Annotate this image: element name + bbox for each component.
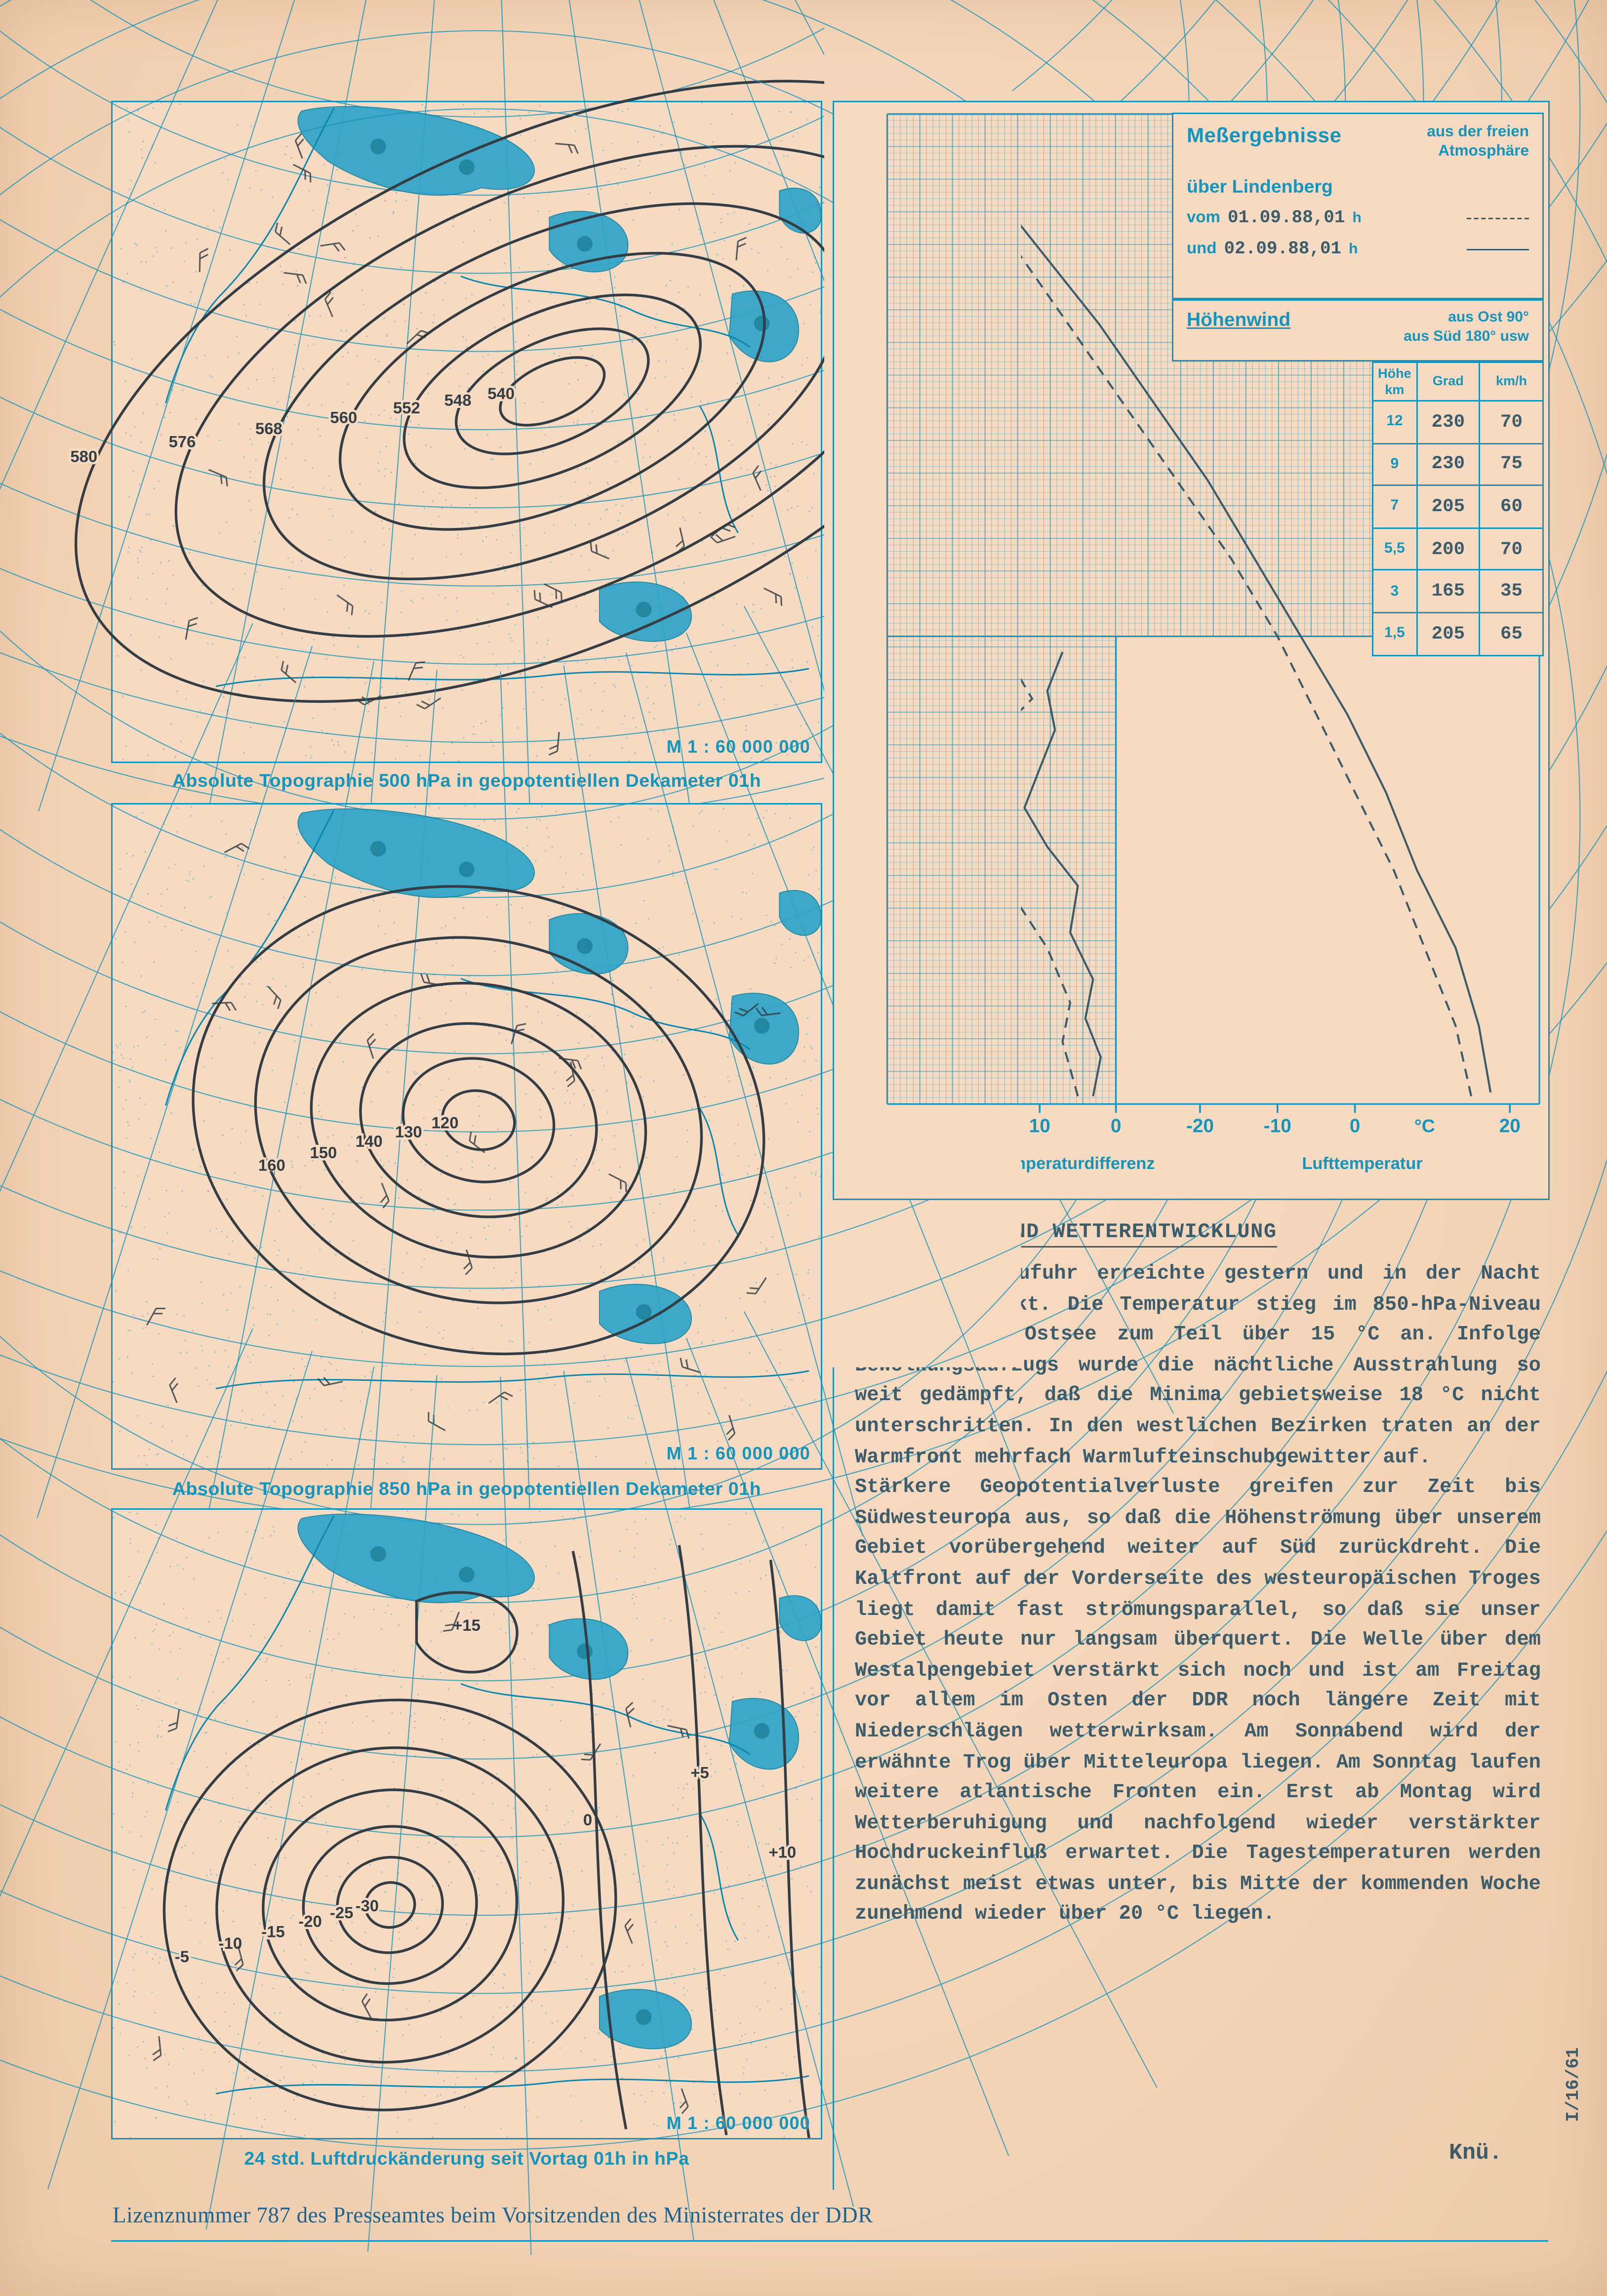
sea-areas	[298, 1514, 821, 2049]
wind-speed-cell: 35	[1480, 570, 1543, 613]
map-scale-label: M 1 : 60 000 000	[666, 2113, 810, 2134]
svg-text:120: 120	[431, 1113, 459, 1132]
svg-text:-15: -15	[261, 1922, 285, 1941]
map-frame-pressure-change	[111, 1508, 822, 2139]
wind-table-row	[1373, 485, 1543, 528]
bottom-rule	[111, 2240, 1548, 2242]
wind-note-east: aus Ost 90°	[1448, 310, 1529, 326]
svg-text:10: 10	[1029, 1115, 1050, 1137]
svg-text:568: 568	[255, 419, 282, 438]
svg-text:-30: -30	[355, 1896, 379, 1915]
date1-value: 01.09.88,01	[1227, 207, 1345, 229]
report-signature: Knü.	[1448, 2141, 1502, 2166]
wind-height-cell: 1,5	[1373, 612, 1417, 655]
wind-height-cell: 5,5	[1373, 528, 1417, 570]
svg-text:160: 160	[258, 1156, 285, 1174]
svg-text:0: 0	[1110, 1115, 1122, 1137]
svg-text:20: 20	[1499, 1115, 1521, 1137]
report-heading: WETTERLAGE UND WETTERENTWICKLUNG	[855, 1221, 1277, 1248]
contour-labels	[258, 1114, 459, 1174]
svg-text:-10: -10	[1263, 1115, 1291, 1137]
svg-text:-20: -20	[298, 1912, 322, 1931]
report-paragraph-2: Stärkere Geopotentialverluste greifen zur Zeit bis Südwesteuropa aus, so daß die Höhenströmung über unserem Gebiet vorübergehend weiter auf Süd zurückdreht. Die Kaltfront auf der Vorderseite des westeuropäischen Troges liegt damit fast strömungsparallel, so daß sie unser Gebiet heute nur langsam überquert. Die Welle über dem Westalpengebiet verstärkt sich noch und ist am Freitag vor allem im Osten der DDR noch längere Zeit mit Niederschlägen wetterwirksam. Am Sonnabend wird der erwähnte Trog über Mitteleuropa liegen. Am Sonntag laufen weitere atlantische Fronten ein. Erst ab Montag wird Wetterberuhigung und nachfolgend wieder verstärkter Hochdruckeinfluß erwartet. Die Tagestemperaturen werden zunächst meist etwas unter, bis Mitte der kommenden Woche zunehmend wieder über 20 °C liegen.	[855, 1477, 1541, 1927]
svg-text:576: 576	[168, 432, 196, 451]
sounding-panel	[833, 101, 1550, 1200]
wind-direction-cell: 165	[1416, 570, 1480, 613]
svg-text:Lufttemperatur: Lufttemperatur	[1302, 1154, 1423, 1173]
legend-title-right: aus der freien Atmosphäre	[1427, 123, 1529, 160]
contour-labels	[70, 384, 515, 466]
map-850hpa-svg	[113, 805, 821, 1468]
report-paragraph-1: Die Warmluftzufuhr erreichte gestern und in der Nacht ihren Höhepunkt. Die Temperatur stieg im 850-hPa-Niveau bis hin zur Ostsee zum Teil über 15 °C an. Infolge Bewölkungsaufzugs wurde die nächtliche Ausstrahlung so weit gedämpft, daß die Minima gebietsweise 18 °C nicht unterschritten. In den westlichen Bezirken traten an der Warmfront mehrfach Warmlufteinschubgewitter auf.	[855, 1264, 1541, 1469]
map-frame-500hpa	[70, 101, 822, 763]
svg-text:580: 580	[70, 447, 98, 466]
legend-date-2	[1187, 239, 1529, 260]
wind-table-row	[1373, 570, 1543, 613]
svg-text:5: 5	[863, 704, 874, 725]
measurement-legend	[1172, 113, 1544, 299]
wind-title: Höhenwind	[1187, 308, 1291, 330]
wind-note-south: aus Süd 180° usw	[1404, 329, 1529, 345]
wind-direction-cell: 200	[1416, 528, 1480, 570]
svg-text:2: 2	[863, 938, 874, 960]
legend-date-1	[1187, 208, 1529, 229]
wind-table-col-header: Grad	[1416, 363, 1480, 401]
svg-text:-5: -5	[174, 1947, 190, 1966]
svg-text:+10: +10	[768, 1843, 797, 1861]
dashed-line-sample	[1467, 217, 1529, 219]
map-caption-850hpa: Absolute Topographie 850 hPa in geopotentiellen Dekameter 01h	[172, 1479, 762, 1499]
svg-text:K: K	[957, 1115, 970, 1136]
map-scale-label: M 1 : 60 000 000	[666, 736, 810, 757]
land-stipple	[112, 101, 822, 761]
svg-text:140: 140	[355, 1132, 383, 1151]
svg-text:°C: °C	[1414, 1115, 1435, 1136]
wind-direction-cell: 230	[1416, 443, 1480, 485]
map-caption-pressure-change: 24 std. Luftdruckänderung seit Vortag 01h in hPa	[244, 2148, 689, 2169]
wind-legend	[1172, 299, 1544, 362]
solid-line-sample	[1467, 248, 1529, 250]
svg-text:+15: +15	[453, 1615, 481, 1634]
svg-text:150: 150	[310, 1143, 337, 1162]
wind-speed-cell: 70	[1480, 528, 1543, 570]
wind-direction-cell: 230	[1416, 401, 1480, 443]
map-pressure-change-svg	[113, 1510, 821, 2138]
wind-direction-cell: 205	[1416, 612, 1480, 655]
date1-unit: h	[1352, 210, 1362, 227]
wind-speed-cell: 60	[1480, 485, 1543, 528]
svg-text:548: 548	[444, 391, 472, 409]
wind-height-cell: 3	[1373, 570, 1417, 613]
wind-table-row	[1373, 612, 1543, 655]
wind-direction-cell: 205	[1416, 485, 1480, 528]
map-scale-label: M 1 : 60 000 000	[666, 1443, 810, 1464]
wind-speed-cell: 70	[1480, 401, 1543, 443]
station-name: über Lindenberg	[1187, 176, 1333, 198]
svg-text:30: 30	[876, 1115, 898, 1137]
sea-areas	[298, 809, 821, 1344]
wind-barbs	[186, 133, 785, 756]
svg-text:552: 552	[393, 398, 420, 417]
map-500hpa-svg	[70, 102, 821, 762]
date2-value: 02.09.88,01	[1224, 239, 1342, 260]
svg-text:7: 7	[863, 548, 874, 570]
wind-table-row	[1373, 401, 1543, 443]
map-frame-850hpa	[111, 803, 822, 1470]
license-line: Lizenznummer 787 des Presseamtes beim Vorsitzenden des Ministerrates der DDR	[113, 2205, 873, 2228]
wind-height-cell: 9	[1373, 443, 1417, 485]
wind-notes	[1404, 308, 1529, 353]
wind-table	[1372, 362, 1544, 656]
svg-text:0: 0	[1349, 1115, 1361, 1137]
svg-text:Höhe: Höhe	[837, 1052, 856, 1095]
wind-height-cell: 7	[1373, 485, 1417, 528]
svg-text:Taupunkttemperaturdifferenz: Taupunkttemperaturdifferenz	[920, 1154, 1155, 1173]
svg-text:-10: -10	[218, 1934, 242, 1953]
svg-text:+5: +5	[690, 1763, 709, 1782]
weather-report	[833, 1212, 1550, 2190]
svg-text:12: 12	[852, 158, 874, 180]
land-stipple	[112, 805, 821, 1469]
wind-speed-cell: 65	[1480, 612, 1543, 655]
sea-areas	[298, 107, 821, 642]
svg-text:560: 560	[330, 408, 358, 427]
side-code: I/16/61	[1563, 2047, 1584, 2122]
svg-text:3: 3	[863, 860, 874, 882]
wind-barbs	[151, 1609, 690, 2113]
map-caption-500hpa: Absolute Topographie 500 hPa in geopotentiellen Dekameter 01h	[172, 770, 762, 791]
svg-text:km: km	[848, 236, 876, 257]
wind-height-cell: 12	[1373, 401, 1417, 443]
svg-text:0: 0	[583, 1810, 593, 1829]
svg-text:10: 10	[852, 314, 874, 336]
svg-text:8: 8	[863, 470, 874, 492]
wind-table-head	[1373, 363, 1543, 401]
svg-text:9: 9	[863, 392, 874, 414]
wind-table-body	[1373, 401, 1543, 655]
wind-table-row	[1373, 528, 1543, 570]
wind-table-col-header: km/h	[1480, 363, 1543, 401]
svg-text:-20: -20	[1186, 1115, 1214, 1137]
date2-unit: h	[1349, 241, 1358, 258]
legend-title: Meßergebnisse	[1187, 123, 1342, 147]
svg-text:1: 1	[863, 1016, 874, 1038]
svg-text:540: 540	[487, 384, 515, 403]
svg-text:6: 6	[863, 626, 874, 647]
svg-text:4: 4	[863, 782, 874, 804]
date2-prefix: und	[1187, 240, 1217, 258]
wind-speed-cell: 75	[1480, 443, 1543, 485]
svg-text:130: 130	[395, 1122, 422, 1141]
svg-text:-25: -25	[329, 1903, 354, 1922]
contours	[137, 1545, 809, 2139]
wind-table-col-header: Höhe km	[1373, 363, 1417, 401]
date1-prefix: vom	[1187, 209, 1220, 227]
wind-table-row	[1373, 443, 1543, 485]
